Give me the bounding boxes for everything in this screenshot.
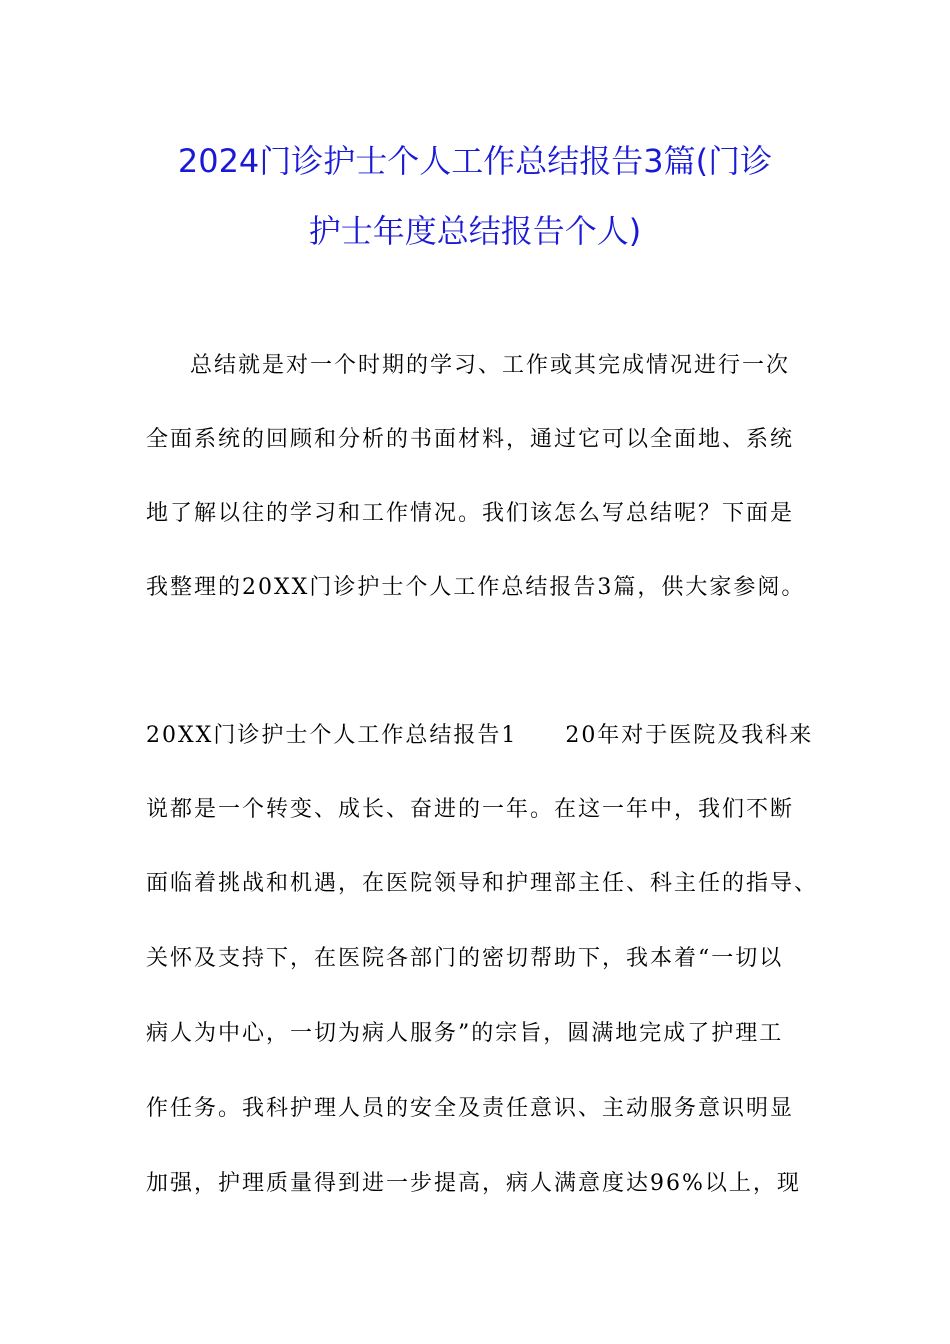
intro-paragraph-line: 地了解以往的学习和工作情况。我们该怎么写总结呢？下面是 xyxy=(146,501,795,526)
intro-paragraph-line: 我整理的20XX门诊护士个人工作总结报告3篇，供大家参阅。 xyxy=(146,575,806,600)
body-paragraph-line: 面临着挑战和机遇，在医院领导和护理部主任、科主任的指导、 xyxy=(146,871,819,896)
body-paragraph-line: 说都是一个转变、成长、奋进的一年。在这一年中，我们不断 xyxy=(146,797,795,822)
body-paragraph-line: 病人为中心，一切为病人服务”的宗旨，圆满地完成了护理工 xyxy=(146,1021,784,1046)
document-title-line-2: 护士年度总结报告个人) xyxy=(308,212,642,250)
body-paragraph-line: 20XX门诊护士个人工作总结报告1 20年对于医院及我科来 xyxy=(146,723,814,748)
document-title-line-1: 2024门诊护士个人工作总结报告3篇(门诊 xyxy=(177,142,773,180)
body-paragraph-line: 关怀及支持下，在医院各部门的密切帮助下，我本着“一切以 xyxy=(146,946,784,971)
body-paragraph-line: 加强，护理质量得到进一步提高，病人满意度达96%以上，现 xyxy=(146,1171,801,1196)
intro-paragraph-line: 总结就是对一个时期的学习、工作或其完成情况进行一次 xyxy=(190,353,791,378)
intro-paragraph-line: 全面系统的回顾和分析的书面材料，通过它可以全面地、系统 xyxy=(146,427,795,452)
body-paragraph-line: 作任务。我科护理人员的安全及责任意识、主动服务意识明显 xyxy=(146,1096,795,1121)
